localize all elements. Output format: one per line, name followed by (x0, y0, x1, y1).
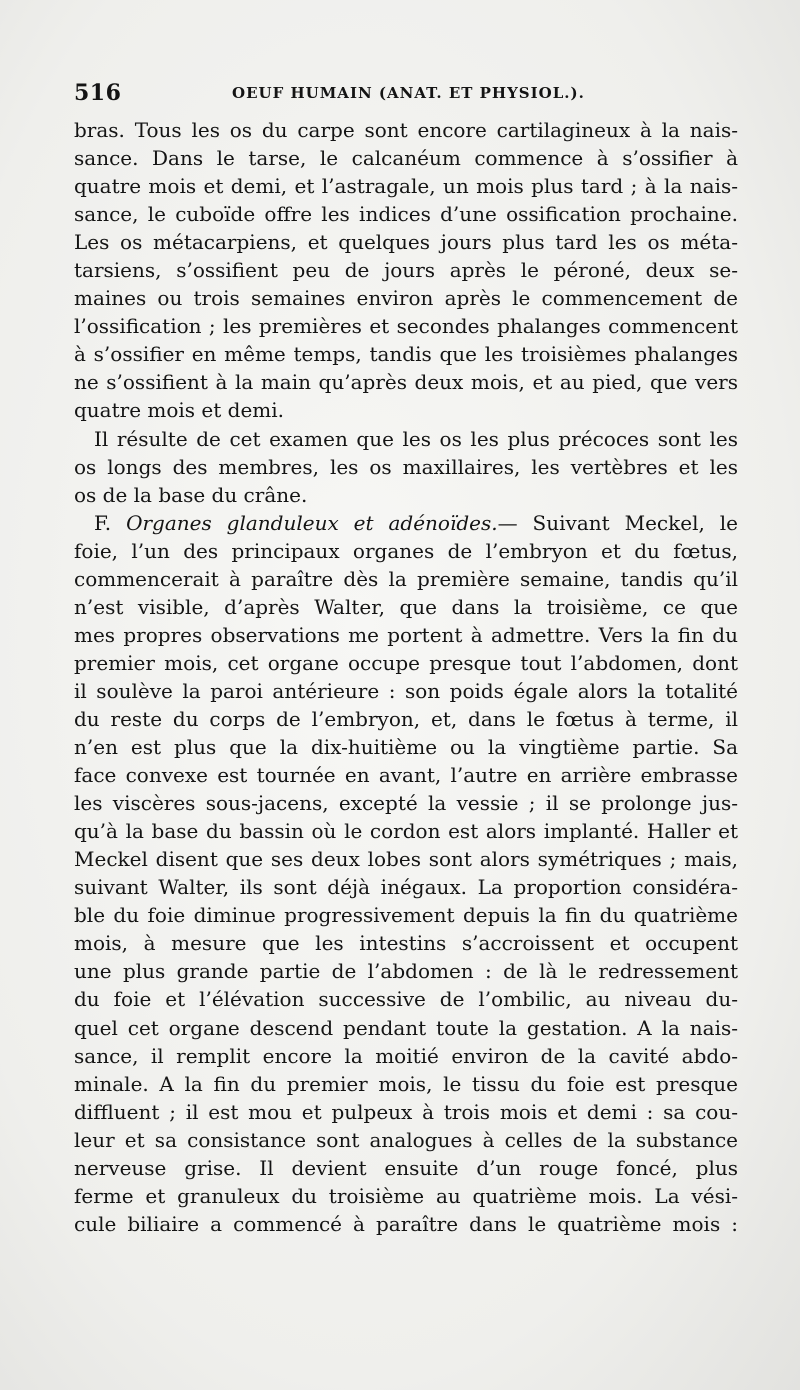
text-line: mes propres observations me portent à admettre. Vers la fin du (74, 622, 738, 647)
text-line: du foie et l’élévation successive de l’ombilic, au niveau du- (74, 987, 738, 1012)
text-line: leur et sa consistance sont analogues à celles de la substance (74, 1127, 738, 1152)
text-line: les viscères sous-jacens, excepté la vessie ; il se prolonge jus- (74, 791, 738, 816)
text-line: du reste du corps de l’embryon, et, dans le fœtus à terme, il (74, 706, 738, 731)
text-line: maines ou trois semaines environ après le commencement de (74, 286, 738, 311)
text-line: ferme et granuleux du troisième au quatrième mois. La vési- (74, 1183, 738, 1208)
text-line: une plus grande partie de l’abdomen : de là le redressement (74, 959, 738, 984)
text-line: qu’à la base du bassin où le cordon est alors implanté. Haller et (74, 819, 738, 844)
text-line: sance, il remplit encore la moitié environ de la cavité abdo- (74, 1043, 738, 1068)
text-line: bras. Tous les os du carpe sont encore cartilagineux à la nais- (74, 118, 738, 142)
text-line: n’est visible, d’après Walter, que dans la troisième, ce que (74, 594, 738, 619)
section-heading-line (74, 509, 738, 537)
page-number: 516 (74, 80, 122, 106)
text-line: minale. A la fin du premier mois, le tissu du foie est presque (74, 1071, 738, 1096)
text-line: quatre mois et demi, et l’astragale, un mois plus tard ; à la nais- (74, 174, 738, 199)
text-line: premier mois, cet organe occupe presque tout l’abdomen, dont (74, 650, 738, 675)
section-title: Organes glanduleux et adénoïdes. (126, 510, 498, 535)
text-line: à s’ossifier en même temps, tandis que les troisièmes phalanges (74, 342, 738, 367)
page-header (74, 80, 726, 120)
text-line: foie, l’un des principaux organes de l’embryon et du fœtus, (74, 538, 738, 563)
text-line: ble du foie diminue progressivement depuis la fin du quatrième (74, 903, 738, 928)
text-line: quatre mois et demi. (74, 398, 285, 423)
text-line: commencerait à paraître dès la première semaine, tandis qu’il (74, 566, 738, 591)
body-text (74, 116, 738, 1238)
text-line: Il résulte de cet examen que les os les plus précoces sont les (94, 426, 738, 451)
text-line: Les os métacarpiens, et quelques jours plus tard les os méta- (74, 230, 738, 255)
text-line: ne s’ossifient à la main qu’après deux mois, et au pied, que vers (74, 370, 738, 395)
section-label: F. (94, 510, 127, 535)
text-line: nerveuse grise. Il devient ensuite d’un rouge foncé, plus (74, 1155, 738, 1180)
text-line: sance, le cuboïde offre les indices d’une ossification prochaine. (74, 202, 738, 227)
text-line: os longs des membres, les os maxillaires, les vertèbres et les (74, 454, 738, 479)
text-line: quel cet organe descend pendant toute la gestation. A la nais- (74, 1015, 738, 1040)
text-line: Meckel disent que ses deux lobes sont alors symétriques ; mais, (74, 847, 738, 872)
text-line: cule biliaire a commencé à paraître dans le quatrième mois : (74, 1211, 738, 1236)
text-line: os de la base du crâne. (74, 482, 308, 507)
text-line: sance. Dans le tarse, le calcanéum commence à s’ossifier à (74, 146, 738, 171)
text-line: tarsiens, s’ossifient peu de jours après le péroné, deux se- (74, 258, 738, 283)
text-line: mois, à mesure que les intestins s’accroissent et occupent (74, 931, 738, 956)
text-line: face convexe est tournée en avant, l’autre en arrière embrasse (74, 763, 738, 788)
text-line: diffluent ; il est mou et pulpeux à trois mois et demi : sa cou- (74, 1099, 738, 1124)
text-line: suivant Walter, ils sont déjà inégaux. La proportion considéra- (74, 875, 738, 900)
section-lead: — Suivant Meckel, le (497, 510, 738, 535)
text-line: n’en est plus que la dix-huitième ou la vingtième partie. Sa (74, 735, 738, 760)
text-line: il soulève la paroi antérieure : son poids égale alors la totalité (74, 678, 738, 703)
running-head: OEUF HUMAIN (ANAT. ET PHYSIOL.). (232, 84, 585, 102)
text-line: l’ossification ; les premières et secondes phalanges commencent (74, 314, 738, 339)
